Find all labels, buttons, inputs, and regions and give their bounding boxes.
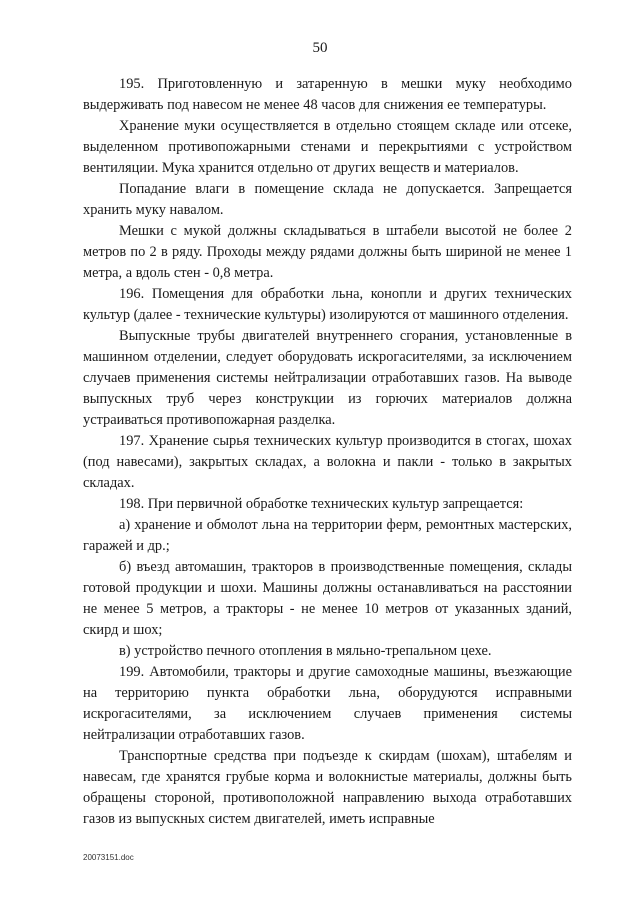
paragraph-198: 198. При первичной обработке технических культур запрещается: [119, 496, 524, 512]
paragraph-flour-storage: Хранение муки осуществляется в отдельно стоящем складе или отсеке, выделенном противопожарными стенами и перекрытиями с устройством вентиляции. Мука хранится отдельно от других веществ и материалов. [83, 118, 572, 176]
paragraph-198-a: а) хранение и обмолот льна на территории ферм, ремонтных мастерских, гаражей и др.; [83, 517, 572, 554]
paragraph-199: 199. Автомобили, тракторы и другие самоходные машины, въезжающие на территорию пункта обработки льна, оборудуются исправными искрогасителями, за исключением случаев применения системы нейтрализации отработавших газов. [83, 664, 572, 743]
file-name-footer: 20073151.doc [83, 853, 134, 862]
paragraph-stacking: Мешки с мукой должны складываться в штабели высотой не более 2 метров по 2 в ряду. Проходы между рядами должны быть шириной не менее 1 метра, а вдоль стен - 0,8 метра. [83, 223, 572, 281]
paragraph-198-v: в) устройство печного отопления в мяльно-трепальном цехе. [119, 643, 492, 659]
paragraph-198-b: б) въезд автомашин, тракторов в производственные помещения, склады готовой продукции и шохи. Машины должны останавливаться на расстоянии не менее 5 метров, а тракторы - не менее 10 метров от указанных зданий, скирд и шох; [83, 559, 572, 638]
paragraph-transport: Транспортные средства при подъезде к скирдам (шохам), штабелям и навесам, где хранятся грубые корма и волокнистые материалы, должны быть обращены стороной, противоположной направлению выхода отработавших газов из выпускных систем двигателей, иметь исправные [83, 748, 572, 827]
paragraph-exhaust-pipes: Выпускные трубы двигателей внутреннего сгорания, установленные в машинном отделении, следует оборудовать искрогасителями, за исключением случаев применения системы нейтрализации отработавших газов. На выводе выпускных труб через конструкции из горючих материалов должна устраиваться противопожарная разделка. [83, 328, 572, 428]
paragraph-196: 196. Помещения для обработки льна, конопли и других технических культур (далее - технические культуры) изолируются от машинного отделения. [83, 286, 572, 323]
paragraph-197: 197. Хранение сырья технических культур производится в стогах, шохах (под навесами), закрытых складах, а волокна и пакли - только в закрытых складах. [83, 433, 572, 491]
paragraph-195: 195. Приготовленную и затаренную в мешки муку необходимо выдерживать под навесом не менее 48 часов для снижения ее температуры. [83, 76, 572, 113]
document-body [83, 74, 572, 830]
paragraph-moisture: Попадание влаги в помещение склада не допускается. Запрещается хранить муку навалом. [83, 181, 572, 218]
page-number: 50 [312, 40, 328, 56]
